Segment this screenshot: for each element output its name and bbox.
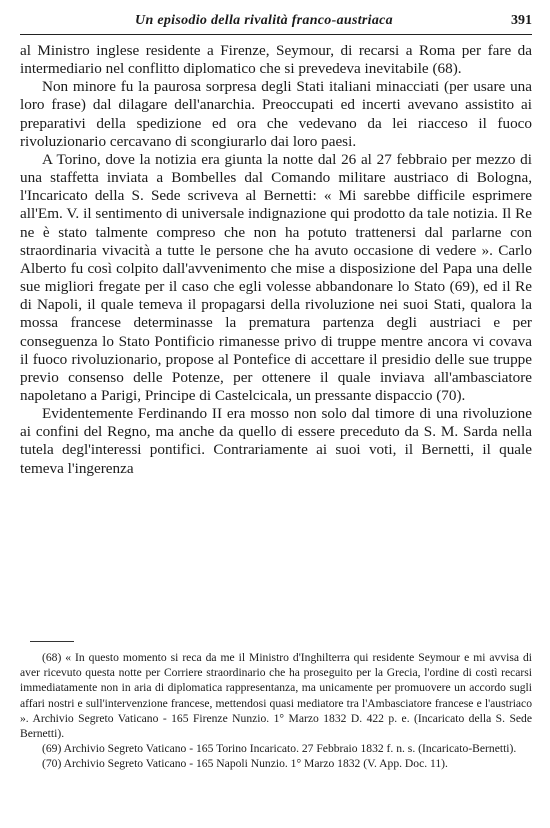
footnote-70: (70) Archivio Segreto Vaticano - 165 Napoli Nunzio. 1° Marzo 1832 (V. App. Doc. 11). bbox=[42, 757, 448, 771]
body-text bbox=[20, 42, 532, 478]
page-number: 391 bbox=[511, 13, 532, 28]
running-header bbox=[20, 10, 532, 35]
paragraph-2: Non minore fu la paurosa sorpresa degli Stati italiani minacciati (per usare una loro frase) dal dilagare dell'anarchia. Preoccupati ed incerti avevano assistito ai preparativi della spedizione ed ora che vedevano da lei riacceso il fuoco rivoluzionario cercavano di scongiurarlo dai loro paesi. bbox=[20, 78, 532, 150]
paragraph-1: al Ministro inglese residente a Firenze, Seymour, di recarsi a Roma per fare da intermediario nel conflitto diplomatico che si prevedeva inevitabile (68). bbox=[20, 42, 532, 78]
running-title: Un episodio della rivalità franco-austriaca bbox=[135, 13, 393, 28]
paragraph-4: Evidentemente Ferdinando II era mosso non solo dal timore di una rivoluzione ai confini del Regno, ma anche da quello di essere preceduto da S. M. Sarda nella tutela degl'interessi pontifici. Contrariamente ai suoi voti, il Bernetti, il quale temeva l'ingerenza bbox=[20, 405, 532, 477]
footnote-divider bbox=[30, 641, 74, 642]
footnotes bbox=[20, 650, 532, 772]
footnote-68: (68) « In questo momento si reca da me il Ministro d'Inghilterra qui residente Seymour e mi avvisa di aver ricevuto questa notte per Corriere straordinario che ha proseguito per la Grecia, l'ordine di costì recarsi immediatamente non in aria di diplomatica rappresentanza, ma unicamente per promuovere un accordo sugli affari nostri e sull'intervenzione francese, mettendosi quasi mediatore tra l'Ambasciatore francese e l'austriaco ». Archivio Segreto Vaticano - 165 Firenze Nunzio. 1° Marzo 1832 D. 422 p. e. (Incaricato della S. Sede Bernetti). bbox=[20, 651, 532, 741]
footnote-69: (69) Archivio Segreto Vaticano - 165 Torino Incaricato. 27 Febbraio 1832 f. n. s. (Incaricato-Bernetti). bbox=[42, 742, 517, 756]
paragraph-3: A Torino, dove la notizia era giunta la notte dal 26 al 27 febbraio per mezzo di una staffetta inviata a Bombelles dal Comando militare austriaco di Bologna, l'Incaricato della S. Sede scriveva al Bernetti: « Mi sarebbe difficile esprimere all'Em. V. il sentimento di universale indignazione qui prodotto da tale notizia. Il Re ne è stato talmente compreso che non ha potuto trattenersi dal parlarne con straordinaria vivacità a tutte le persone che ha avuto occasione di vedere ». Carlo Alberto fu così colpito dall'avvenimento che mise a disposizione del Papa una delle sue migliori fregate per il caso che egli volesse abbandonare lo Stato (69), ed il Re di Napoli, il quale temeva il propagarsi della rivoluzione nei suoi Stati, qualora la mossa francese determinasse la prematura partenza degli austriaci e per conseguenza lo Stato Pontificio rimanesse privo di truppe mentre ancora vi covava il fuoco rivoluzionario, propose al Pontefice di accettare il presidio delle sue truppe previo consenso delle Potenze, per ottenere il quale inviava all'ambasciatore napoletano a Parigi, Principe di Castelcicala, un pressante dispaccio (70). bbox=[20, 150, 532, 404]
